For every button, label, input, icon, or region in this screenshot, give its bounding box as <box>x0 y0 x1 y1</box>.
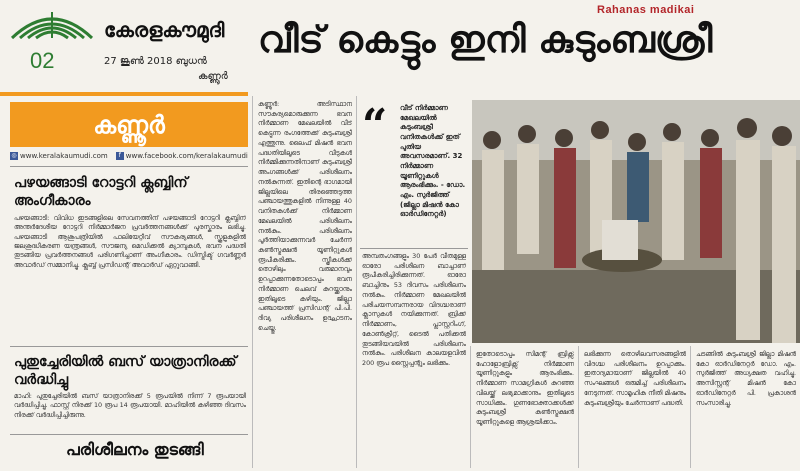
divider <box>10 166 248 167</box>
facebook-link[interactable] <box>116 152 248 160</box>
facebook-icon: f <box>116 152 124 160</box>
column-rule <box>356 96 357 468</box>
bus-headline: പുതുച്ചേരിയിൽ ബസ് യാത്രാനിരക്ക് വർദ്ധിച്ചു <box>14 354 237 389</box>
bus-body: മാഹി: പുതുച്ചേരിയിൽ ബസ് യാത്രാനിരക്ക് 5 രൂപയിൽ നിന്ന് 7 രൂപയായി വർദ്ധിപ്പിച്ചു. ഫാസ്റ്റ് നിരക്ക് 10 രൂപ 14 രൂപയായി. മാഹിയിൽ കഴിഞ്ഞ ദിവസം നിരക്ക് വർദ്ധിപ്പിച്ചിരുന്നു. <box>14 392 246 419</box>
edition-name: കണ്ണൂർ <box>198 71 228 82</box>
newspaper-name: കേരളകൗമുദി <box>104 18 225 42</box>
main-story-column-2: അമ്പതംഗങ്ങളും 30 പേർ വീതമുള്ള ഓരോ പരിശീലന ബാച്ചാണ് രൂപീകരിച്ചിരിക്കുന്നത്. ഓരോ ബാച്ചിനും 53 ദിവസം പരിശീലനം നൽകും. നിർമ്മാണ മേഖലയിൽ പരിചയസമ്പന്നരായ വിദഗ്ദ്ധരാണ് ക്ലാസുകൾ നയിക്കുന്നത്. ബ്രിക്ക് നിർമ്മാണം, പ്ലാസ്റ്ററിംഗ്, കോൺക്രീറ്റ്, ടൈൽ പതിക്കൽ തുടങ്ങിയവയിൽ പരിശീലനം നൽകും. പരിശീലന കാലയളവിൽ 200 രൂപ സ്റ്റൈപ്പന്റും ലഭിക്കും. <box>362 252 466 368</box>
column-rule <box>578 346 579 468</box>
column-rule <box>252 96 253 468</box>
photographer-byline: Rahanas madikai <box>597 4 695 16</box>
main-story-column-1: കണ്ണൂർ: അടിസ്ഥാന സൗകര്യമൊരുക്കുന്ന ഭവന നിർമ്മാണ മേഖലയിൽ വീട് കെട്ടുന്ന രംഗത്തേക്ക് കുടുംബശ്രീ എത്തുന്നു. ലൈഫ് മിഷൻ ഭവന പദ്ധതിയിലൂടെ വീടുകൾ നിർമ്മിക്കുന്നതിനാണ് കുടുംബശ്രീ അംഗങ്ങൾക്ക് പരിശീലനം നൽകുന്നത്. ഇതിന്റെ ഭാഗമായി ജില്ലയിലെ തിരഞ്ഞെടുത്ത പഞ്ചായത്തുകളിൽ നിന്നുള്ള 40 വനിതകൾക്ക് നിർമ്മാണ മേഖലയിൽ പരിശീലനം നൽകും. പരിശീലനം പൂർത്തിയാക്കുന്നവർ ചേർന്ന് കൺസ്ട്രക്ഷൻ യൂണിറ്റുകൾ രൂപീകരിക്കും. സ്ത്രീകൾക്ക് തൊഴിലും വരുമാനവും ഉറപ്പാക്കുന്നതോടൊപ്പം ഭവന നിർമ്മാണ ചെലവ് കുറയ്ക്കാനും ഇതിലൂടെ കഴിയും. ജില്ലാ പഞ്ചായത്ത് പ്രസിഡന്റ് പി.പി. ദിവ്യ പരിശീലനം ഉദ്ഘാടനം ചെയ്തു. <box>258 100 352 332</box>
main-story-column-4: ലഭിക്കുന്ന തൊഴിലവസരങ്ങളിൽ വിദഗ്ദ്ധ പരിശീലനം ഉറപ്പാക്കും. ഇതാദ്യമായാണ് ജില്ലയിൽ 40 സംഘങ്ങൾ ഒരുമിച്ച് പരിശീലനം നേടുന്നത്. സാമൂഹിക നീതി മിഷനും കുടുംബശ്രീയും ചേർന്നാണ് പദ്ധതി. <box>584 350 686 407</box>
divider <box>10 346 248 347</box>
divider <box>10 434 248 435</box>
rotary-headline: പഴയങ്ങാടി റോട്ടറി ക്ലബ്ബിന് അംഗീകാരം <box>14 175 188 210</box>
column-rule <box>470 346 471 468</box>
main-story-column-3: ഇതോടൊപ്പം സിമന്റ് ബ്രിക്സ് ഹോളോബ്രിക്സ് നിർമ്മാണ യൂണിറ്റുകളും ആരംഭിക്കും. നിർമ്മാണ സാമഗ്രികൾ കുറഞ്ഞ വിലയ്ക്ക് ലഭ്യമാക്കാനും ഇതിലൂടെ സാധിക്കും. ഗുണഭോക്താക്കൾക്ക് കുടുംബശ്രീ കൺസ്ട്രക്ഷൻ യൂണിറ്റുകളെ ആശ്രയിക്കാം. <box>476 350 574 427</box>
issue-date: 27 ജൂൺ 2018 ബുധൻ <box>104 56 207 67</box>
rotary-body: പഴയങ്ങാടി: വിവിധ ഇടങ്ങളിലെ സേവനത്തിന് പഴയങ്ങാടി റോട്ടറി ക്ലബ്ബിന് അന്തർദേശീയ റോട്ടറി നിർമ്മാർജന പ്രവർത്തനങ്ങൾക്ക് പുരസ്കാരം ലഭിച്ചു. പഴയങ്ങാടി ആശുപത്രിയിൽ പാലിയേറ്റീവ് സൗകര്യങ്ങൾ, സ്കൂളുകളിൽ ജലശുദ്ധീകരണ യന്ത്രങ്ങൾ, സൗജന്യ മെഡിക്കൽ ക്യാമ്പുകൾ, ഭവന പദ്ധതി തുടങ്ങിയ പ്രവർത്തനങ്ങൾ പരിഗണിച്ചാണ് അംഗീകാരം. ഡിസ്ട്രിക്ട് ഗവർണ്ണർ അവാർഡ് സമ്മാനിച്ചു. ക്ലബ്ബ് പ്രസിഡന്റ് അവാർഡ് ഏറ്റുവാങ്ങി. <box>14 214 246 269</box>
globe-icon: ◎ <box>11 152 17 159</box>
group-photo-icon <box>472 100 800 343</box>
social-links <box>10 152 248 160</box>
main-headline: വീട് കെട്ടും ഇനി കുടുംബശ്രീ <box>258 18 713 61</box>
photo-scene <box>472 100 800 343</box>
pull-quote: വീട് നിർമ്മാണ മേഖലയിൽ കുടുംബശ്രീ വനിതകൾക്ക് ഇത് പുതിയ അവസരമാണ്. 32 നിർമ്മാണ യൂണിറ്റുകൾ ആരംഭിക്കും. - ഡോ. എം. സുർജിത്ത് (ജില്ലാ മിഷൻ കോ ഓർഡിനേറ്റർ) <box>400 104 466 219</box>
main-story-column-5: ചടങ്ങിൽ കുടുംബശ്രീ ജില്ലാ മിഷൻ കോ ഓർഡിനേറ്റർ ഡോ. എം. സുർജിത്ത് അധ്യക്ഷത വഹിച്ചു. അസിസ്റ്റന്റ് മിഷൻ കോ ഓർഡിനേറ്റർ പി. പ്രകാശൻ സംസാരിച്ചു. <box>696 350 796 407</box>
district-banner: കണ്ണൂർ <box>10 102 248 147</box>
column-rule <box>690 346 691 468</box>
training-headline: പരിശീലനം തുടങ്ങി <box>66 440 204 459</box>
website-link[interactable] <box>10 152 108 160</box>
facebook-text: www.facebook.com/keralakaumudi <box>125 152 248 160</box>
orange-rule <box>0 92 248 96</box>
website-text: www.keralakaumudi.com <box>20 152 108 160</box>
quote-icon: “ <box>362 100 388 151</box>
page-number: 02 <box>30 48 55 73</box>
